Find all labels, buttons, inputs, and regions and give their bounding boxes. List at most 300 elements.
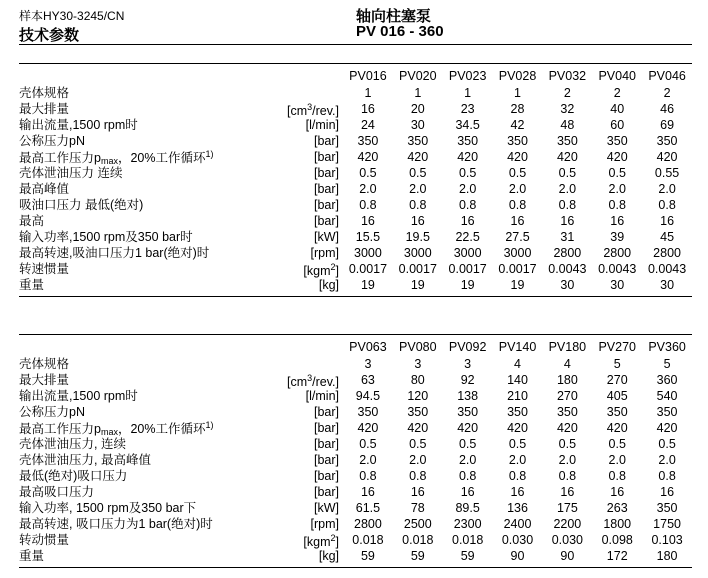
table-cell: 0.0017	[398, 262, 437, 276]
table-cell: 263	[606, 501, 628, 515]
table-cell: 19.5	[405, 230, 430, 244]
row-label: 最高工作压力$p_{max}$，20%工作循环$^{1)}$	[19, 419, 214, 437]
table-cell: 2200	[553, 517, 582, 531]
table-cell: 350	[507, 405, 528, 419]
table-cell: 350	[656, 405, 678, 419]
row-values	[343, 372, 692, 388]
table-cell: 46	[660, 102, 675, 116]
table-cell: 140	[507, 373, 528, 387]
table-cell: 16	[460, 214, 475, 228]
table-cell: 0.5	[558, 166, 577, 180]
table-cell: 420	[656, 421, 678, 435]
table-cell: 39	[610, 230, 625, 244]
table-cell: 350	[656, 134, 678, 148]
table-row	[19, 229, 692, 245]
table-row	[19, 261, 692, 277]
table-cell: 0.5	[508, 437, 527, 451]
model-header: PV040	[598, 69, 636, 83]
table-cell: 0.8	[508, 198, 527, 212]
table-cell: 350	[507, 134, 528, 148]
row-values	[343, 85, 692, 101]
row-values	[343, 404, 692, 420]
table-cell: 0.5	[608, 166, 626, 180]
table-cell: 350	[407, 405, 429, 419]
table-cell: 0.5	[508, 166, 527, 180]
table-cell: 0.55	[654, 166, 680, 180]
table-cell: 16	[560, 485, 575, 499]
table-cell: 24	[360, 118, 375, 132]
row-label: 转动惯量	[19, 533, 70, 547]
table-cell: 420	[407, 421, 429, 435]
table-cell: 30	[560, 278, 575, 292]
row-unit: [bar]	[313, 405, 339, 419]
row-label: 壳体规格	[19, 86, 70, 100]
model-header: PV032	[548, 69, 587, 83]
table-cell: 1	[414, 86, 422, 100]
row-label: 公称压力pN	[19, 405, 85, 419]
table-cell: 0.8	[458, 469, 477, 483]
table-cell: 16	[510, 485, 525, 499]
row-unit: [bar]	[313, 166, 339, 180]
table-cell: 0.5	[608, 437, 626, 451]
table-cell: 405	[606, 389, 628, 403]
table-cell: 2	[563, 86, 571, 100]
table-row	[19, 484, 692, 500]
table-cell: 16	[360, 485, 375, 499]
table-cell: 30	[660, 278, 675, 292]
table-cell: 2300	[453, 517, 482, 531]
table-cell: 350	[457, 405, 479, 419]
row-label: 转速惯量	[19, 262, 70, 276]
table-cell: 2	[663, 86, 671, 100]
table-row	[19, 436, 692, 452]
table-cell: 420	[507, 150, 528, 164]
row-values	[343, 197, 692, 213]
row-label: 输入功率,1500 rpm及350 bar时	[19, 230, 193, 244]
table-row	[19, 548, 692, 564]
table-cell: 2.0	[508, 182, 527, 196]
row-label: 壳体规格	[19, 357, 70, 371]
table-row	[19, 101, 692, 117]
model-header: PV063	[349, 340, 387, 354]
table-cell: 1800	[603, 517, 632, 531]
table-row	[19, 245, 692, 261]
row-unit: [l/min]	[305, 118, 339, 132]
model-header: PV140	[498, 340, 537, 354]
table-row	[19, 117, 692, 133]
table-cell: 350	[606, 405, 628, 419]
table-cell: 0.8	[558, 198, 577, 212]
table-cell: 0.098	[601, 533, 633, 547]
table-header-row	[19, 338, 692, 356]
table-cell: 0.0017	[348, 262, 388, 276]
table-cell: 350	[556, 405, 578, 419]
table-cell: 0.0017	[498, 262, 537, 276]
header-divider	[19, 44, 692, 45]
table-cell: 90	[510, 549, 525, 563]
table-cell: 0.5	[658, 437, 676, 451]
row-values	[343, 452, 692, 468]
table-cell: 59	[360, 549, 375, 563]
table-cell: 59	[460, 549, 475, 563]
table-cell: 0.8	[359, 198, 377, 212]
table-cell: 0.0043	[548, 262, 587, 276]
row-label: 公称压力pN	[19, 134, 85, 148]
table-cell: 69	[660, 118, 675, 132]
table-cell: 2.0	[558, 182, 577, 196]
table-cell: 16	[560, 214, 575, 228]
table-cell: 2.0	[458, 182, 477, 196]
table-cell: 210	[507, 389, 528, 403]
table-top-rule	[19, 334, 692, 335]
table-cell: 2400	[503, 517, 532, 531]
spec-table-small-series	[19, 63, 692, 297]
row-label: 最高峰值	[19, 182, 70, 196]
table-bottom-rule	[19, 296, 692, 297]
table-cell: 0.5	[458, 166, 477, 180]
table-cell: 90	[560, 549, 575, 563]
table-cell: 2.0	[608, 182, 626, 196]
table-cell: 0.5	[409, 166, 427, 180]
row-values	[343, 165, 692, 181]
table-row	[19, 213, 692, 229]
table-cell: 0.103	[651, 533, 683, 547]
model-header: PV016	[349, 69, 387, 83]
row-unit: [kgm$^2$]	[303, 533, 339, 549]
table-cell: 19	[410, 278, 425, 292]
table-cell: 0.5	[359, 437, 377, 451]
row-values	[343, 101, 692, 117]
table-cell: 19	[510, 278, 525, 292]
row-unit: [kgm$^2$]	[303, 262, 339, 278]
table-cell: 0.8	[608, 198, 626, 212]
table-row	[19, 356, 692, 372]
table-cell: 16	[660, 214, 675, 228]
table-cell: 78	[410, 501, 425, 515]
row-values	[343, 500, 692, 516]
table-cell: 350	[606, 134, 628, 148]
table-cell: 27.5	[505, 230, 530, 244]
row-values	[343, 181, 692, 197]
table-cell: 350	[357, 134, 379, 148]
table-cell: 350	[656, 501, 678, 515]
table-bottom-rule	[19, 567, 692, 568]
table-cell: 540	[656, 389, 678, 403]
table-cell: 94.5	[355, 389, 381, 403]
table-cell: 0.8	[558, 469, 577, 483]
table-cell: 16	[360, 214, 375, 228]
row-unit: [bar]	[313, 134, 339, 148]
table-cell: 2.0	[359, 453, 377, 467]
table-cell: 45	[660, 230, 675, 244]
model-header-cells	[343, 339, 692, 355]
table-cell: 1750	[653, 517, 681, 531]
row-unit: [bar]	[313, 453, 339, 467]
row-label: 最大排量	[19, 373, 70, 387]
table-cell: 0.8	[409, 469, 427, 483]
row-values	[343, 516, 692, 532]
table-cell: 2800	[354, 517, 382, 531]
row-unit: [kW]	[314, 230, 339, 244]
table-cell: 420	[457, 150, 479, 164]
table-cell: 3000	[453, 246, 482, 260]
row-unit: [bar]	[313, 150, 339, 164]
table-row	[19, 277, 692, 293]
table-row	[19, 532, 692, 548]
row-label: 输入功率, 1500 rpm及350 bar下	[19, 501, 197, 515]
table-cell: 270	[556, 389, 578, 403]
table-cell: 20	[410, 102, 425, 116]
table-top-rule	[19, 63, 692, 64]
table-cell: 61.5	[355, 501, 381, 515]
table-cell: 2800	[553, 246, 582, 260]
row-values	[343, 356, 692, 372]
table-cell: 420	[656, 150, 678, 164]
table-cell: 0.8	[658, 198, 676, 212]
row-unit: [kW]	[314, 501, 339, 515]
table-cell: 28	[510, 102, 525, 116]
table-cell: 0.5	[458, 437, 477, 451]
table-cell: 172	[606, 549, 628, 563]
table-cell: 16	[610, 485, 625, 499]
table-cell: 420	[457, 421, 479, 435]
row-unit: [kg]	[318, 278, 339, 292]
row-label: 壳体泄油压力, 连续	[19, 437, 126, 451]
table-cell: 0.5	[558, 437, 577, 451]
table-cell: 0.0043	[647, 262, 687, 276]
row-unit: [l/min]	[305, 389, 339, 403]
table-cell: 19	[460, 278, 475, 292]
row-values	[343, 213, 692, 229]
row-label: 重量	[19, 549, 45, 563]
product-range: PV 016 - 360	[356, 23, 444, 40]
row-label: 最高吸口压力	[19, 485, 95, 499]
table-cell: 3000	[354, 246, 382, 260]
table-cell: 0.030	[501, 533, 534, 547]
row-unit: [rpm]	[310, 246, 339, 260]
table-cell: 0.030	[551, 533, 583, 547]
table-cell: 22.5	[455, 230, 480, 244]
table-cell: 3000	[403, 246, 432, 260]
table-cell: 0.5	[359, 166, 377, 180]
table-cell: 180	[656, 549, 678, 563]
table-cell: 80	[410, 373, 425, 387]
table-cell: 5	[663, 357, 671, 371]
row-unit: [bar]	[313, 214, 339, 228]
table-cell: 2.0	[608, 453, 626, 467]
table-cell: 0.0017	[448, 262, 487, 276]
row-values	[343, 261, 692, 277]
table-cell: 4	[514, 357, 521, 371]
table-row	[19, 452, 692, 468]
table-cell: 2.0	[409, 182, 427, 196]
table-cell: 92	[460, 373, 475, 387]
table-cell: 138	[457, 389, 479, 403]
row-values	[343, 229, 692, 245]
table-cell: 420	[556, 150, 578, 164]
row-values	[343, 436, 692, 452]
table-cell: 360	[656, 373, 678, 387]
table-cell: 2.0	[458, 453, 477, 467]
spec-table-large-series	[19, 334, 692, 568]
product-title: 轴向柱塞泵	[356, 8, 432, 25]
row-unit: [bar]	[313, 198, 339, 212]
table-cell: 2.0	[409, 453, 427, 467]
table-cell: 0.8	[458, 198, 477, 212]
table-row	[19, 181, 692, 197]
table-cell: 16	[660, 485, 675, 499]
row-label: 最高	[19, 214, 45, 228]
table-cell: 0.8	[508, 469, 527, 483]
row-label: 最高转速, 吸口压力为1 bar(绝对)时	[19, 517, 213, 531]
table-row	[19, 165, 692, 181]
table-cell: 2	[613, 86, 621, 100]
table-cell: 2.0	[658, 453, 676, 467]
table-cell: 420	[357, 150, 379, 164]
row-label: 最高转速,吸油口压力1 bar(绝对)时	[19, 246, 210, 260]
table-row	[19, 197, 692, 213]
table-cell: 175	[556, 501, 578, 515]
model-header: PV080	[399, 340, 437, 354]
table-cell: 1	[464, 86, 472, 100]
table-cell: 420	[606, 421, 628, 435]
table-cell: 0.8	[658, 469, 676, 483]
model-header-cells	[343, 68, 692, 84]
table-cell: 350	[407, 134, 429, 148]
table-cell: 16	[410, 214, 425, 228]
table-cell: 34.5	[455, 118, 480, 132]
table-cell: 3	[364, 357, 372, 371]
row-label: 吸油口压力 最低(绝对)	[19, 198, 144, 212]
table-row	[19, 85, 692, 101]
row-unit: $[cm^3/rev.]$	[286, 102, 339, 118]
row-values	[343, 468, 692, 484]
table-cell: 23	[460, 102, 475, 116]
table-cell: 63	[360, 373, 375, 387]
row-label: 重量	[19, 278, 45, 292]
model-header: PV360	[648, 340, 686, 354]
table-row	[19, 420, 692, 436]
row-unit: [bar]	[313, 469, 339, 483]
row-values	[343, 420, 692, 436]
model-header: PV028	[498, 69, 537, 83]
model-header: PV180	[548, 340, 587, 354]
table-cell: 16	[610, 214, 625, 228]
table-cell: 350	[357, 405, 379, 419]
table-cell: 120	[407, 389, 429, 403]
table-cell: 2800	[653, 246, 681, 260]
row-values	[343, 388, 692, 404]
table-row	[19, 516, 692, 532]
table-cell: 3	[464, 357, 472, 371]
table-cell: 31	[560, 230, 575, 244]
table-cell: 180	[556, 373, 578, 387]
table-cell: 2.0	[558, 453, 577, 467]
row-unit: [bar]	[313, 421, 339, 435]
table-cell: 30	[610, 278, 625, 292]
table-cell: 15.5	[355, 230, 381, 244]
table-cell: 350	[556, 134, 578, 148]
table-cell: 48	[560, 118, 575, 132]
row-values	[343, 133, 692, 149]
row-label: 输出流量,1500 rpm时	[19, 389, 138, 403]
table-cell: 2.0	[359, 182, 377, 196]
table-cell: 40	[610, 102, 625, 116]
table-cell: 3	[414, 357, 422, 371]
table-cell: 0.8	[409, 198, 427, 212]
table-cell: 420	[507, 421, 528, 435]
table-cell: 420	[556, 421, 578, 435]
row-values	[343, 149, 692, 165]
model-header: PV020	[399, 69, 437, 83]
row-label: 壳体泄油压力, 最高峰值	[19, 453, 151, 467]
table-cell: 1	[514, 86, 521, 100]
row-unit: [rpm]	[310, 517, 339, 531]
table-cell: 89.5	[455, 501, 480, 515]
table-cell: 1	[364, 86, 372, 100]
table-cell: 0.8	[359, 469, 377, 483]
table-cell: 0.018	[402, 533, 434, 547]
table-cell: 16	[510, 214, 525, 228]
table-cell: 3000	[503, 246, 532, 260]
table-cell: 420	[357, 421, 379, 435]
table-header-row	[19, 67, 692, 85]
table-row	[19, 149, 692, 165]
table-cell: 32	[560, 102, 575, 116]
table-cell: 0.018	[352, 533, 384, 547]
table-cell: 16	[410, 485, 425, 499]
table-cell: 2500	[403, 517, 432, 531]
table-cell: 0.018	[452, 533, 484, 547]
table-cell: 16	[360, 102, 375, 116]
table-cell: 2.0	[658, 182, 676, 196]
table-cell: 420	[606, 150, 628, 164]
row-unit: [bar]	[313, 182, 339, 196]
row-unit: [bar]	[313, 437, 339, 451]
row-label: 最低(绝对)吸口压力	[19, 469, 128, 483]
table-cell: 2.0	[508, 453, 527, 467]
row-values	[343, 245, 692, 261]
table-row	[19, 388, 692, 404]
row-label: 输出流量,1500 rpm时	[19, 118, 138, 132]
table-cell: 0.8	[608, 469, 626, 483]
model-header: PV270	[598, 340, 636, 354]
table-row	[19, 500, 692, 516]
table-cell: 42	[510, 118, 525, 132]
table-cell: 60	[610, 118, 625, 132]
row-unit: [bar]	[313, 485, 339, 499]
table-row	[19, 372, 692, 388]
row-values	[343, 484, 692, 500]
model-header: PV092	[448, 340, 487, 354]
table-cell: 5	[613, 357, 621, 371]
row-values	[343, 117, 692, 133]
table-cell: 16	[460, 485, 475, 499]
table-cell: 136	[507, 501, 528, 515]
document-id: 样本HY30-3245/CN	[19, 9, 125, 23]
table-cell: 420	[407, 150, 429, 164]
row-unit: $[cm^3/rev.]$	[286, 373, 339, 389]
table-cell: 30	[410, 118, 425, 132]
table-cell: 19	[360, 278, 375, 292]
row-unit: [kg]	[318, 549, 339, 563]
row-label: 最高工作压力$p_{max}$，20%工作循环$^{1)}$	[19, 148, 214, 166]
model-header: PV046	[648, 69, 686, 83]
model-header: PV023	[448, 69, 487, 83]
row-values	[343, 277, 692, 293]
table-cell: 0.5	[409, 437, 427, 451]
section-title: 技术参数	[19, 27, 80, 44]
